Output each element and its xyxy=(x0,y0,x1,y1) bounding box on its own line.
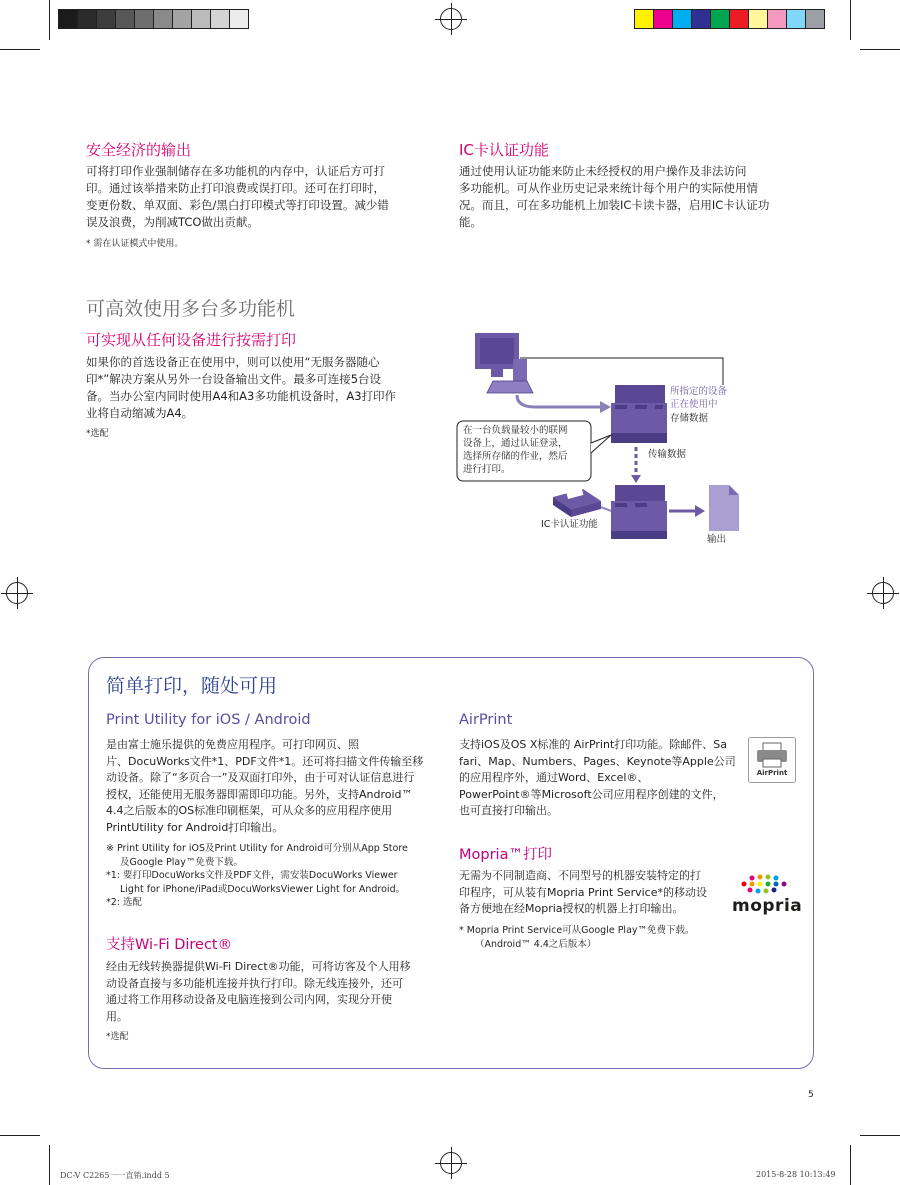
print-utility-text: 是由富士施乐提供的免费应用程序。可打印网页、照 片、DocuWorks文件*1、PDF文件*1。还可将扫描文件传输至移 动设备。除了“多页合一”及双面打印外，由于可对认证信息进行 授权，还能使用无服务器即需即印功能。另外，支持Android™ 4.4之后版本的OS标准印刷框架，可从众多的应用程序使用 PrintUtility for Android打印输出。 xyxy=(106,738,424,834)
page-number: 5 xyxy=(808,1090,814,1100)
mopria-notes: * Mopria Print Service可从Google Play™免费下载。 （Android™ 4.4之后版本） xyxy=(459,925,695,950)
registration-mark-right xyxy=(872,582,894,604)
wifi-direct-text: 经由无线转换器提供Wi-Fi Direct®功能，可将访客及个人用移 动设备直接与多功能机连接并执行打印。除无线连接外，还可 通过将工作用移动设备及电脑连接到公司内网，实现分开使 用。 xyxy=(106,960,411,1023)
color-swatch xyxy=(786,9,806,29)
store-data-label: 存储数据 xyxy=(670,413,709,424)
network-line xyxy=(520,358,723,385)
registration-mark-left xyxy=(6,582,28,604)
callout-text: 在一台负载量较小的联网 设备上，通过认证登录， 选择所存储的作业，然后 进行打印。 xyxy=(463,425,568,475)
printer-icon xyxy=(749,740,795,770)
process-color-bar xyxy=(634,9,824,29)
gray-swatch xyxy=(115,9,135,29)
on-demand-print-text: 如果你的首选设备正在使用中，则可以使用“无服务器随心 印*”解决方案从另外一台设备输出文件。最多可连接5台设 备。当办公室内同时使用A4和A3多功能机设备时，A3打印作 业将自动缩减为A4。 xyxy=(86,355,397,420)
gray-swatch xyxy=(58,9,78,29)
color-swatch xyxy=(729,9,749,29)
gray-swatch xyxy=(210,9,230,29)
printer-busy-icon xyxy=(611,385,667,443)
footer-date: 2015-8-28 10:13:49 xyxy=(756,1170,836,1179)
busy-device-label: 所指定的设备 正在使用中 xyxy=(670,386,728,410)
print-utility-heading: Print Utility for iOS / Android xyxy=(106,712,311,728)
on-demand-print-note: *选配 xyxy=(86,429,109,439)
gray-swatch xyxy=(172,9,192,29)
printer-target-icon xyxy=(611,485,667,539)
section-title: 可高效使用多台多功能机 xyxy=(86,298,296,320)
airprint-heading: AirPrint xyxy=(459,712,513,728)
gray-color-bar xyxy=(58,9,248,29)
ic-card-heading: IC卡认证功能 xyxy=(459,141,549,159)
mopria-logo xyxy=(730,874,803,918)
mopria-heading: Mopria™打印 xyxy=(459,847,552,863)
mopria-text: 无需为不同制造商、不同型号的机器安装特定的打 印程序，可从装有Mopria Print Service*的移动设 备方便地在经Mopria授权的机器上打印输出。 xyxy=(459,869,707,915)
color-swatch xyxy=(672,9,692,29)
gray-swatch xyxy=(96,9,116,29)
color-swatch xyxy=(691,9,711,29)
wifi-direct-note: *选配 xyxy=(106,1032,129,1042)
secure-output-note: * 需在认证模式中使用。 xyxy=(86,239,184,249)
wifi-direct-heading: 支持Wi-Fi Direct® xyxy=(106,937,233,953)
transfer-data-label: 传输数据 xyxy=(648,449,687,460)
color-swatch xyxy=(653,9,673,29)
color-swatch xyxy=(748,9,768,29)
color-swatch xyxy=(805,9,825,29)
on-demand-print-heading: 可实现从任何设备进行按需打印 xyxy=(86,331,297,349)
footer-file-name: DC-V C2265一一直销.indd 5 xyxy=(60,1171,170,1180)
color-swatch xyxy=(634,9,654,29)
color-swatch xyxy=(710,9,730,29)
print-utility-notes: ※ Print Utility for iOS及Print Utility for Android可分别从App Store 及Google Play™免费下载。 *1: 要打印DocuWorks文件及PDF文件，需安装DocuWorks Viewer Light for iPhone/iPad或DocuWorksViewer Light for Android。 *2: 选配 xyxy=(106,843,408,908)
ic-card-label: IC卡认证功能 xyxy=(541,519,598,530)
document-icon xyxy=(709,485,739,531)
mopria-dots-icon xyxy=(730,874,798,896)
airprint-text: 支持iOS及OS X标准的 AirPrint打印功能。除邮件、Sa fari、Map、Numbers、Pages、Keynote等Apple公司 的应用程序外，通过Word、Excel®、 PowerPoint®等Microsoft公司应用程序创建的文件， 也可直接打印输出。 xyxy=(459,738,736,817)
airprint-logo-label: AirPrint xyxy=(756,769,788,777)
registration-mark-top xyxy=(440,8,462,30)
computer-icon xyxy=(475,333,533,393)
gray-swatch xyxy=(134,9,154,29)
secure-output-text: 可将打印作业强制储存在多功能机的内存中，认证后方可打 印。通过该举措来防止打印浪费或误打印。还可在打印时， 变更份数、单双面、彩色/黑白打印模式等打印设置。减少错 误及浪费，为削减TCO做出贡献。 xyxy=(86,164,389,229)
mobile-print-title: 简单打印，随处可用 xyxy=(106,675,278,697)
secure-output-heading: 安全经济的输出 xyxy=(86,141,192,159)
gray-swatch xyxy=(229,9,249,29)
gray-swatch xyxy=(153,9,173,29)
gray-swatch xyxy=(191,9,211,29)
output-label: 输出 xyxy=(707,534,727,545)
ic-card-reader-icon xyxy=(553,489,601,517)
mopria-logo-text: mopria xyxy=(732,896,803,916)
gray-swatch xyxy=(77,9,97,29)
registration-mark-bottom xyxy=(440,1152,462,1174)
ic-card-text: 通过使用认证功能来防止未经授权的用户操作及非法访问 多功能机。可从作业历史记录来统计每个用户的实际使用情 况。而且，可在多功能机上加装IC卡读卡器，启用IC卡认证功 能。 xyxy=(459,164,770,229)
flow-arrow-store xyxy=(517,395,600,407)
airprint-logo xyxy=(748,737,796,783)
color-swatch xyxy=(767,9,787,29)
